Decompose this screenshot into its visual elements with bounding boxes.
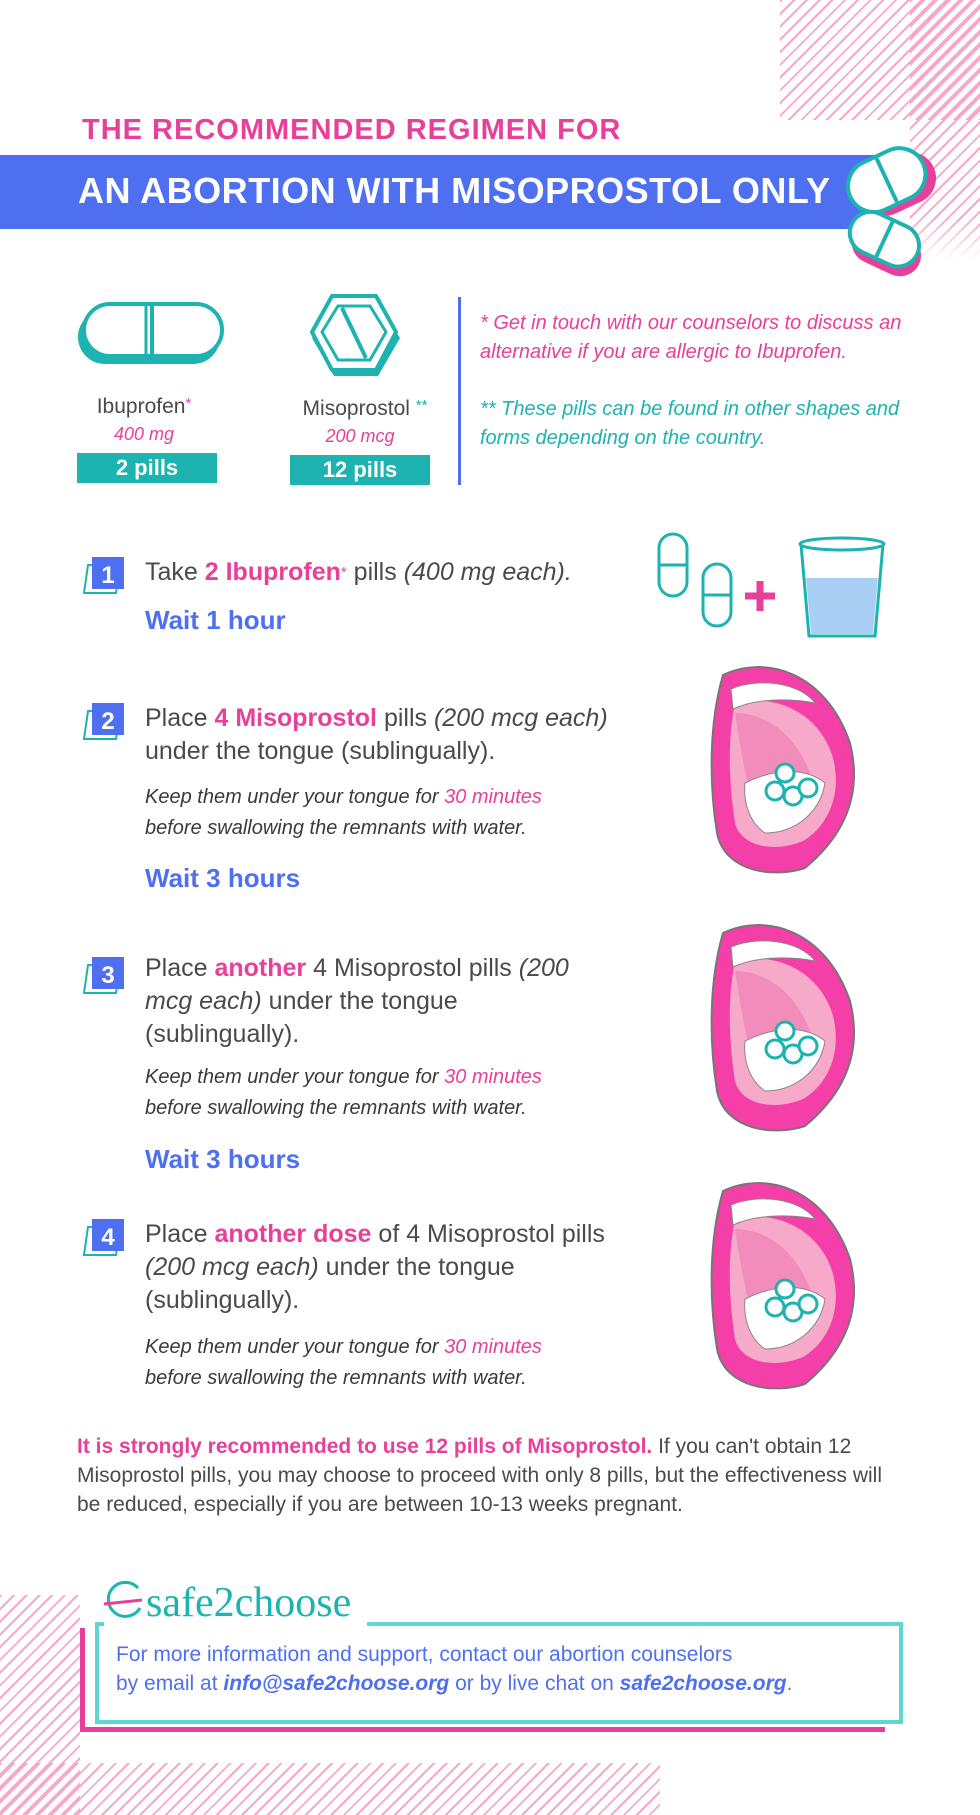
svg-text:4: 4 [101, 1224, 115, 1251]
step-2-mouth-icon [705, 663, 865, 875]
info-box-accent-left [80, 1628, 85, 1732]
svg-text:3: 3 [101, 962, 115, 989]
pills-and-water-icon [655, 528, 895, 644]
step-2-instruction: Place 4 Misoprostol pills (200 mcg each) under the tongue (sublingually). [145, 704, 608, 765]
step-2-keep-note: Keep them under your tongue for 30 minutes before swallowing the remnants with water. [145, 786, 542, 839]
pills-icon [840, 145, 940, 280]
recommendation-note: It is strongly recommended to use 12 pills of Misoprostol. If you can't obtain 12 Misoprostol pills, you may choose to proceed with only 8 pills, but the effectiveness will be reduced, especially if you are between 10-13 weeks pregnant. [77, 1435, 883, 1516]
email-link[interactable]: info@safe2choose.org [223, 1672, 450, 1695]
ibuprofen-pill-icon [74, 302, 226, 366]
ibuprofen-dose: 400 mg [113, 424, 175, 444]
decor-stripes-bottom [0, 1763, 660, 1815]
page-title: AN ABORTION WITH MISOPROSTOL ONLY [78, 170, 831, 211]
step-3-wait: Wait 3 hours [145, 1144, 301, 1174]
step-1-wait: Wait 1 hour [145, 605, 286, 635]
misoprostol-label: Misoprostol ** [302, 397, 428, 420]
step-1-instruction: Take 2 Ibuprofen* pills (400 mg each). [145, 558, 572, 586]
step-4-keep-note: Keep them under your tongue for 30 minutes before swallowing the remnants with water. [145, 1336, 542, 1389]
regimen-heading: THE RECOMMENDED REGIMEN FOR [82, 114, 622, 146]
svg-text:1: 1 [101, 562, 115, 589]
misoprostol-count-badge: 12 pills [290, 455, 430, 485]
allergy-note: * Get in touch with our counselors to discuss an alternative if you are allergic to Ibuprofen. [480, 312, 902, 363]
ibuprofen-label: Ibuprofen* [96, 395, 192, 418]
pill-shape-note: ** These pills can be found in other shapes and forms depending on the country. [480, 398, 900, 449]
ibuprofen-count-badge: 2 pills [77, 453, 217, 483]
step-3-keep-note: Keep them under your tongue for 30 minutes before swallowing the remnants with water. [145, 1066, 542, 1119]
step-3-mouth-icon [705, 921, 865, 1133]
step-1-number-icon [82, 555, 126, 597]
misoprostol-dose: 200 mcg [325, 426, 395, 446]
step-2-number-icon [82, 701, 126, 743]
safe2choose-logo: safe2choose [104, 1578, 367, 1632]
legend-divider [458, 297, 461, 485]
info-box-accent-bottom [80, 1727, 885, 1732]
step-4-mouth-icon [705, 1179, 865, 1391]
website-link[interactable]: safe2choose.org [619, 1672, 787, 1695]
step-3-instruction: Place another 4 Misoprostol pills (200 mcg each) under the tongue (sublingually). [145, 954, 569, 1048]
step-4-instruction: Place another dose of 4 Misoprostol pills (200 mcg each) under the tongue (sublingually). [145, 1220, 605, 1314]
svg-text:2: 2 [101, 708, 115, 735]
step-2-wait: Wait 3 hours [145, 863, 301, 893]
step-3-number-icon [82, 955, 126, 997]
step-4-number-icon [82, 1217, 126, 1259]
misoprostol-pill-icon [306, 292, 404, 382]
contact-text: For more information and support, contact our abortion counselors by email at info@safe2choose.org or by live chat on safe2choose.org. [116, 1643, 793, 1695]
logo-mark-icon [104, 1578, 146, 1622]
